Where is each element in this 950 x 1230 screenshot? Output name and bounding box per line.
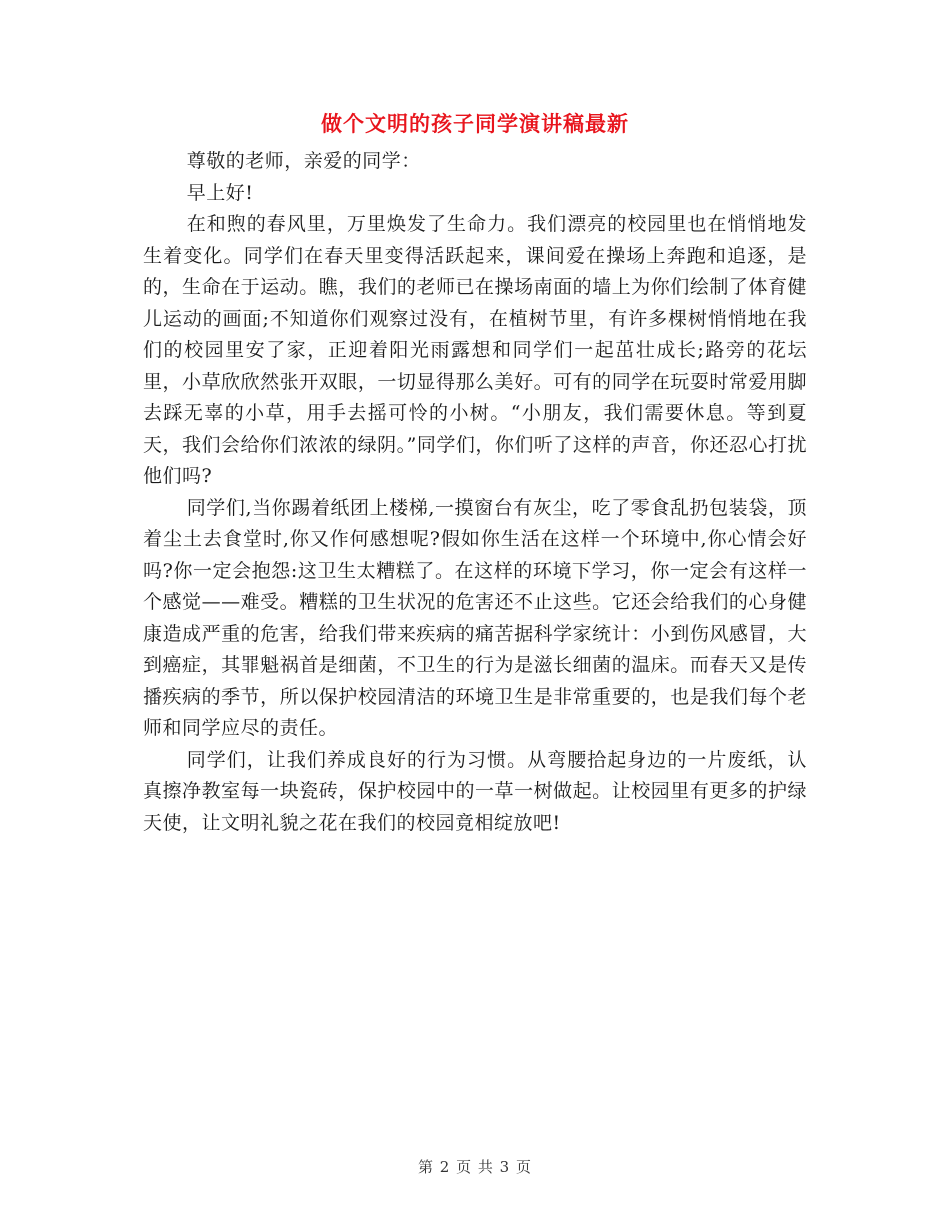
greeting: 早上好! — [186, 181, 254, 204]
salutation: 尊敬的老师，亲爱的同学： — [186, 150, 421, 172]
document-title: 做个文明的孩子同学演讲稿最新 — [321, 112, 629, 136]
page-number-footer: 第 2 页 共 3 页 — [418, 1158, 532, 1176]
body-paragraph-hygiene: 同学们,当你踢着纸团上楼梯,一摸窗台有灰尘，吃了零食乱扔包装袋，顶着尘土去食堂时,你又作何感想呢?假如你生活在这样一个环境中,你心情会好吗?你一定会抱怨:这卫生太糟糕了。在这样的环境下学习，你一定会有这样一个感觉——难受。糟糕的卫生状况的危害还不止这些。它还会给我们的心身健康造成严重的危害，给我们带来疾病的痛苦据科学家统计：小到伤风感冒，大到癌症，其罪魁祸首是细菌，不卫生的行为是滋长细菌的温床。而春天又是传播疾病的季节，所以保护校园清洁的环境卫生是非常重要的，也是我们每个老师和同学应尽的责任。 — [143, 496, 807, 739]
body-paragraph-conclusion: 同学们，让我们养成良好的行为习惯。从弯腰拾起身边的一片废纸，认真擦净教室每一块瓷砖，保护校园中的一草一树做起。让校园里有更多的护绿天使，让文明礼貌之花在我们的校园竟相绽放吧! — [143, 748, 807, 834]
body-paragraph-spring: 在和煦的春风里，万里焕发了生命力。我们漂亮的校园里也在悄悄地发生着变化。同学们在春天里变得活跃起来，课间爱在操场上奔跑和追逐，是的，生命在于运动。瞧，我们的老师已在操场南面的墙上为你们绘制了体育健儿运动的画面;不知道你们观察过没有，在植树节里，有许多棵树悄悄地在我们的校园里安了家，正迎着阳光雨露想和同学们一起茁壮成长;路旁的花坛里，小草欣欣然张开双眼，一切显得那么美好。可有的同学在玩耍时常爱用脚去踩无辜的小草，用手去摇可怜的小树。“小朋友，我们需要休息。等到夏天，我们会给你们浓浓的绿阴。”同学们，你们听了这样的声音，你还忍心打扰他们吗? — [143, 213, 807, 487]
document-body — [143, 146, 807, 839]
